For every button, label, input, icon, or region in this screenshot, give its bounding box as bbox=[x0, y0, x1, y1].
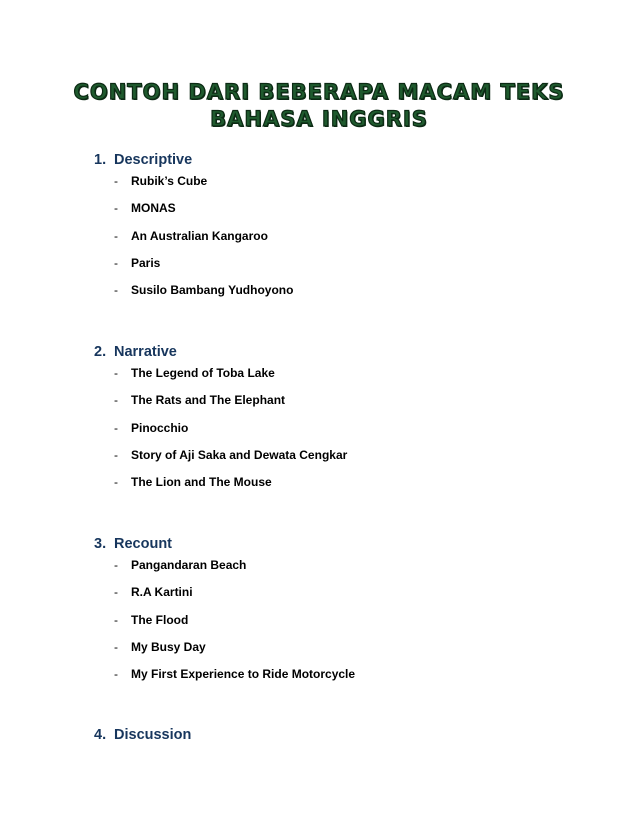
section-heading bbox=[94, 343, 177, 361]
list-item-text: Susilo Bambang Yudhoyono bbox=[131, 283, 294, 298]
list-item-text: An Australian Kangaroo bbox=[131, 228, 268, 243]
list-item-text: The Lion and The Mouse bbox=[131, 475, 272, 490]
section-descriptive bbox=[94, 151, 294, 298]
section-recount bbox=[94, 535, 356, 682]
list-item bbox=[114, 666, 355, 693]
example-list bbox=[114, 557, 355, 693]
section-discussion bbox=[94, 726, 191, 744]
dash-bullet: - bbox=[114, 255, 118, 270]
list-item-text: The Flood bbox=[131, 612, 189, 627]
list-item bbox=[114, 557, 355, 584]
example-list bbox=[114, 365, 347, 501]
section-title: Descriptive bbox=[114, 152, 193, 168]
dash-bullet: - bbox=[114, 612, 118, 627]
dash-bullet: - bbox=[114, 174, 118, 188]
list-item bbox=[114, 474, 347, 501]
dash-bullet: - bbox=[114, 366, 118, 380]
dash-bullet: - bbox=[114, 475, 118, 490]
list-item bbox=[114, 173, 293, 200]
section-number: 2. bbox=[94, 344, 107, 360]
section-heading bbox=[94, 726, 191, 744]
section-title: Discussion bbox=[114, 727, 192, 743]
list-item-text: Pinocchio bbox=[131, 420, 189, 435]
list-item bbox=[114, 584, 355, 611]
dash-bullet: - bbox=[114, 558, 118, 572]
list-item-text: MONAS bbox=[131, 201, 176, 216]
list-item bbox=[114, 612, 355, 639]
list-item-text: The Legend of Toba Lake bbox=[131, 366, 275, 380]
list-item-text: My First Experience to Ride Motorcycle bbox=[131, 667, 356, 682]
list-item bbox=[114, 255, 293, 282]
dash-bullet: - bbox=[114, 393, 118, 408]
section-title: Recount bbox=[114, 536, 172, 552]
list-item-text: Rubik’s Cube bbox=[131, 174, 208, 188]
list-item bbox=[114, 282, 293, 309]
section-number: 3. bbox=[94, 536, 107, 552]
section-heading bbox=[94, 151, 192, 169]
dash-bullet: - bbox=[114, 447, 118, 462]
list-item-text: Pangandaran Beach bbox=[131, 558, 247, 572]
dash-bullet: - bbox=[114, 639, 118, 654]
dash-bullet: - bbox=[114, 667, 118, 682]
list-item bbox=[114, 200, 293, 227]
list-item-text: Paris bbox=[131, 255, 161, 270]
example-list bbox=[114, 173, 293, 309]
section-number: 4. bbox=[94, 727, 107, 743]
dash-bullet: - bbox=[114, 228, 118, 243]
list-item bbox=[114, 639, 355, 666]
dash-bullet: - bbox=[114, 420, 118, 435]
list-item bbox=[114, 447, 347, 474]
dash-bullet: - bbox=[114, 585, 118, 600]
section-number: 1. bbox=[94, 152, 107, 168]
list-item-text: My Busy Day bbox=[131, 639, 206, 654]
list-item bbox=[114, 392, 347, 419]
list-item-text: R.A Kartini bbox=[131, 585, 193, 600]
dash-bullet: - bbox=[114, 201, 118, 216]
section-narrative bbox=[94, 343, 348, 490]
list-item-text: The Rats and The Elephant bbox=[131, 393, 286, 408]
list-item bbox=[114, 365, 347, 392]
dash-bullet: - bbox=[114, 283, 118, 298]
list-item-text: Story of Aji Saka and Dewata Cengkar bbox=[131, 447, 348, 462]
document-title-line-1: CONTOH DARI BEBERAPA MACAM TEKS bbox=[73, 80, 565, 104]
section-title: Narrative bbox=[114, 344, 177, 360]
document-title-line-2: BAHASA INGGRIS bbox=[210, 107, 428, 131]
list-item bbox=[114, 420, 347, 447]
section-heading bbox=[94, 535, 172, 553]
list-item bbox=[114, 228, 293, 255]
